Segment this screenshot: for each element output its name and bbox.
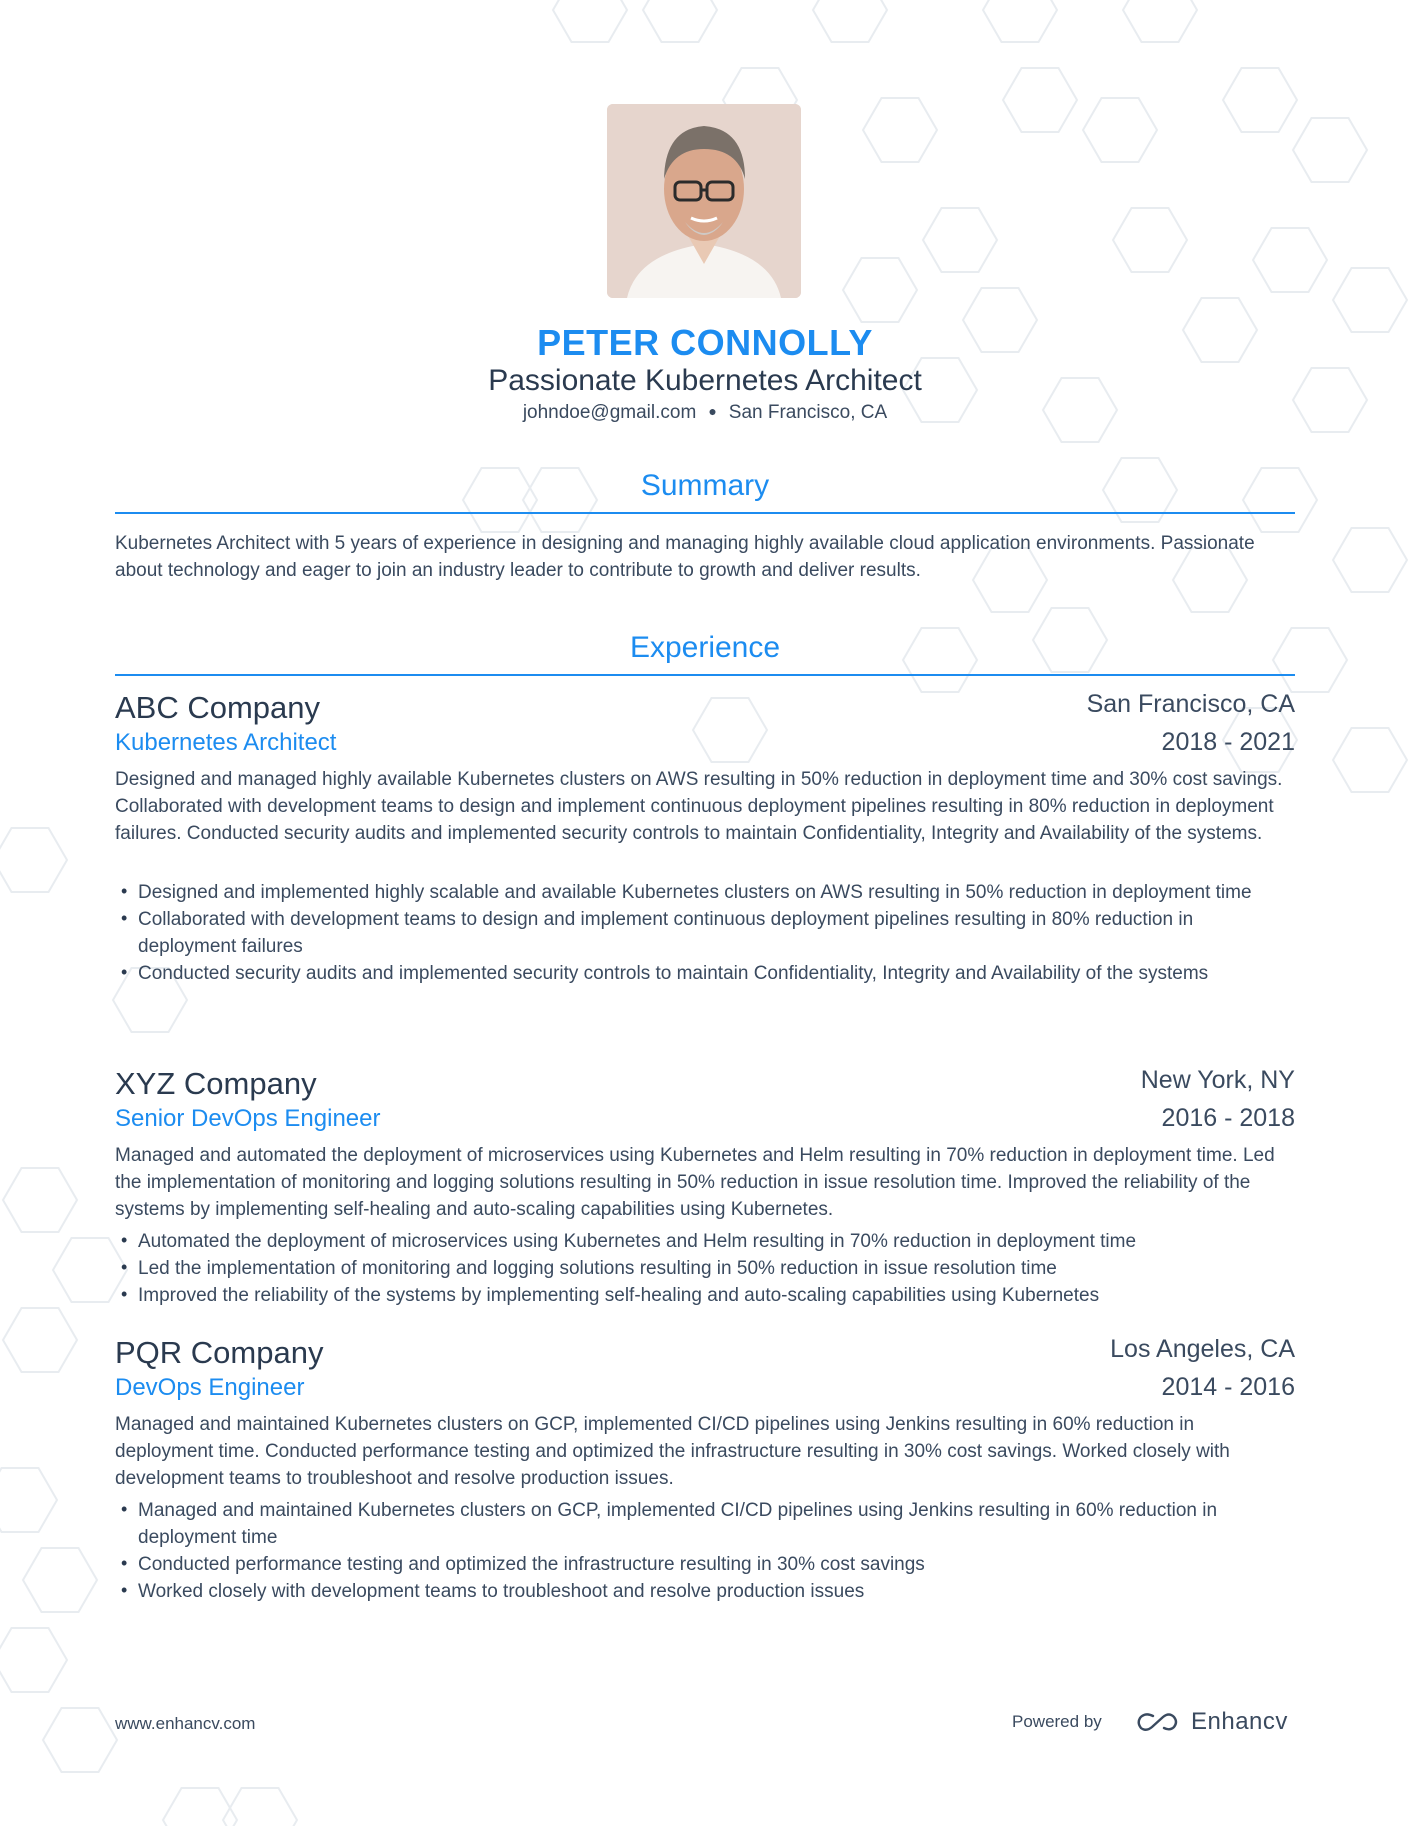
email-text[interactable]: johndoe@gmail.com: [522, 402, 697, 423]
job-dates: 2018 - 2021: [1161, 728, 1295, 756]
hexagon-shape: [983, 0, 1057, 42]
bullet-icon: •: [121, 881, 128, 901]
hexagon-shape: [1293, 118, 1367, 182]
bullet-icon: •: [121, 908, 128, 928]
hexagon-shape: [1333, 528, 1407, 592]
bullet-item: • Conducted security audits and implemented security controls to maintain Confidentiality, Integrity and Availability of the systems: [115, 960, 1295, 987]
bullet-item: • Improved the reliability of the systems by implementing self-healing and auto-scaling capabilities using Kubernetes: [115, 1282, 1295, 1309]
summary-divider: [115, 512, 1295, 514]
summary-text: Kubernetes Architect with 5 years of experience in designing and managing highly available cloud application environments. Passionate about technology and eager to join an industry leader to contribute to growth and deliver results.: [115, 533, 1255, 581]
hexagon-shape: [843, 258, 917, 322]
candidate-name: PETER CONNOLLY: [537, 322, 873, 363]
hexagon-shape: [0, 1468, 57, 1532]
hexagon-shape: [693, 698, 767, 762]
bullet-item: • Designed and implemented highly scalable and available Kubernetes clusters on AWS resulting in 50% reduction in deployment time: [115, 879, 1295, 906]
hexagon-shape: [0, 1628, 67, 1692]
location-text: San Francisco, CA: [728, 402, 888, 423]
job-dates: 2016 - 2018: [1161, 1104, 1295, 1132]
hexagon-shape: [23, 1548, 97, 1612]
hexagon-shape: [923, 208, 997, 272]
bullet-icon: •: [121, 1553, 128, 1573]
hexagon-shape: [223, 1788, 297, 1826]
job-location: San Francisco, CA: [1086, 690, 1295, 718]
hexagon-shape: [863, 98, 937, 162]
hexagon-shape: [1293, 368, 1367, 432]
bullet-item: • Managed and maintained Kubernetes clusters on GCP, implemented CI/CD pipelines using Jenkins resulting in 60% reduction in deployment time: [115, 1497, 1295, 1551]
hexagon-shape: [643, 0, 717, 42]
enhancv-logo-icon: [1135, 1710, 1181, 1734]
hexagon-shape: [43, 1708, 117, 1772]
powered-by-label: Powered by: [1012, 1712, 1102, 1731]
hexagon-shape: [1333, 268, 1407, 332]
hexagon-shape: [1113, 208, 1187, 272]
enhancv-brand[interactable]: [1135, 1708, 1288, 1736]
hexagon-shape: [0, 828, 67, 892]
hexagon-shape: [3, 1308, 77, 1372]
candidate-headline: Passionate Kubernetes Architect: [488, 364, 922, 397]
job-role: DevOps Engineer: [115, 1374, 305, 1401]
hexagon-shape: [1123, 0, 1197, 42]
experience-title: Experience: [629, 631, 781, 664]
bullet-item: • Worked closely with development teams to troubleshoot and resolve production issues: [115, 1578, 1295, 1605]
footer-url-link[interactable]: www.enhancv.com: [115, 1714, 256, 1733]
job-bullets: [115, 1228, 1295, 1309]
hexagon-shape: [1083, 98, 1157, 162]
bullet-item: • Led the implementation of monitoring and logging solutions resulting in 50% reduction in issue resolution time: [115, 1255, 1295, 1282]
job-description: Managed and automated the deployment of microservices using Kubernetes and Helm resulting in 70% reduction in deployment time. Led the implementation of monitoring and logging solutions resulting in 50% reduction in issue resolution time. Improved the reliability of the systems by implementing self-healing and auto-scaling capabilities using Kubernetes.: [115, 1145, 1275, 1220]
hexagon-shape: [1333, 728, 1407, 792]
job-location: New York, NY: [1140, 1066, 1295, 1094]
company-name: ABC Company: [115, 690, 321, 725]
hexagon-shape: [3, 1168, 77, 1232]
company-name: PQR Company: [115, 1335, 324, 1370]
separator-dot-icon: ●: [708, 403, 717, 419]
profile-photo: [607, 104, 801, 298]
enhancv-brand-text: Enhancv: [1191, 1708, 1288, 1735]
summary-title: Summary: [640, 469, 770, 502]
bullet-item: • Collaborated with development teams to design and implement continuous deployment pipelines resulting in 80% reduction in deployment failures: [115, 906, 1295, 960]
experience-divider: [115, 674, 1295, 676]
hexagon-shape: [1003, 68, 1077, 132]
contact-line: [115, 402, 1295, 424]
bullet-icon: •: [121, 1580, 128, 1600]
job-role: Kubernetes Architect: [115, 729, 337, 756]
hexagon-shape: [1253, 228, 1327, 292]
job-bullets: [115, 879, 1295, 987]
hexagon-shape: [553, 0, 627, 42]
bullet-icon: •: [121, 962, 128, 982]
bullet-icon: •: [121, 1499, 128, 1519]
hexagon-shape: [163, 1788, 237, 1826]
hexagon-shape: [1223, 68, 1297, 132]
bullet-icon: •: [121, 1257, 128, 1277]
job-description: Designed and managed highly available Kubernetes clusters on AWS resulting in 50% reduction in deployment time and 30% cost savings. Collaborated with development teams to design and implement continuous deployment pipelines resulting in 80% reduction in deployment failures. Conducted security audits and implemented security controls to maintain Confidentiality, Integrity and Availability of the systems.: [115, 769, 1283, 844]
job-role: Senior DevOps Engineer: [115, 1105, 381, 1132]
job-bullets: [115, 1497, 1295, 1605]
company-name: XYZ Company: [115, 1066, 317, 1101]
hexagon-shape: [813, 0, 887, 42]
bullet-icon: •: [121, 1230, 128, 1250]
job-location: Los Angeles, CA: [1110, 1335, 1295, 1363]
job-description: Managed and maintained Kubernetes clusters on GCP, implemented CI/CD pipelines using Jenkins resulting in 60% reduction in deployment time. Conducted performance testing and optimized the infrastructure resulting in 30% cost savings. Worked closely with development teams to troubleshoot and resolve production issues.: [115, 1414, 1230, 1489]
job-dates: 2014 - 2016: [1161, 1373, 1295, 1401]
bullet-icon: •: [121, 1284, 128, 1304]
bullet-item: • Conducted performance testing and optimized the infrastructure resulting in 30% cost savings: [115, 1551, 1295, 1578]
bullet-item: • Automated the deployment of microservices using Kubernetes and Helm resulting in 70% reduction in deployment time: [115, 1228, 1295, 1255]
